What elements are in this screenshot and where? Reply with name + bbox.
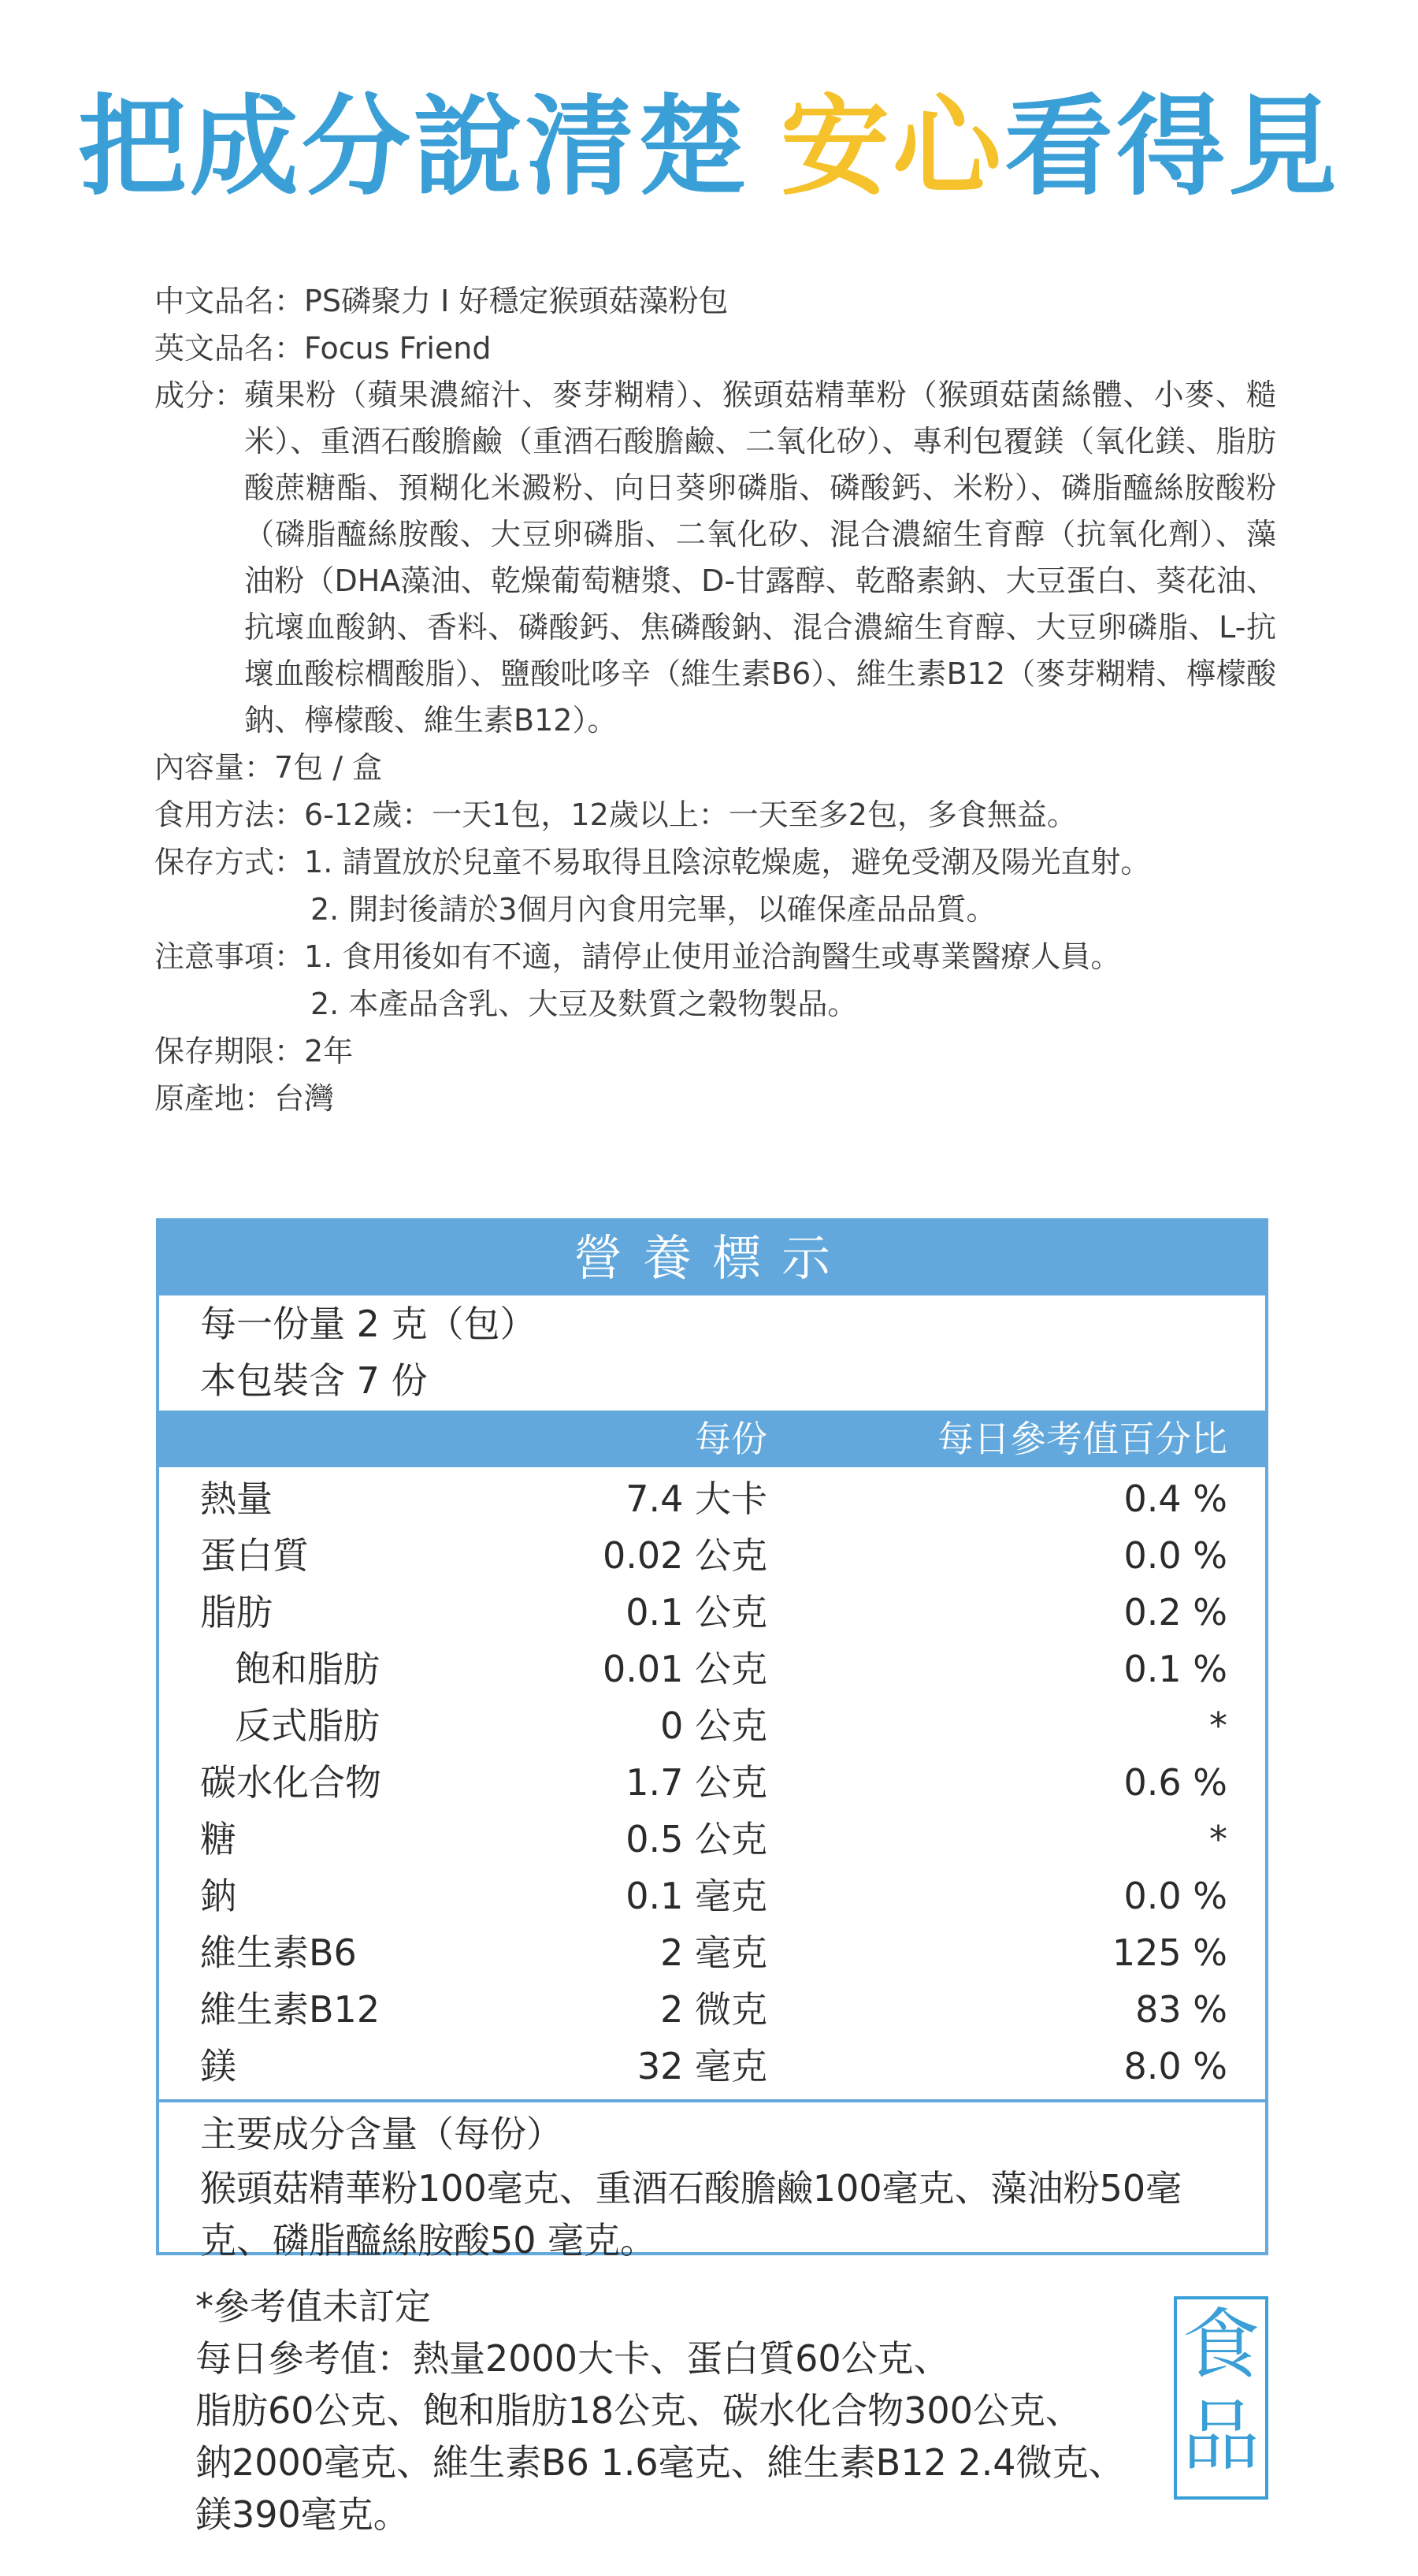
- nutrient-daily-pct: *: [1209, 1818, 1227, 1860]
- usage-row: [154, 791, 1281, 838]
- nutrient-value: 0.1 公克: [625, 1591, 767, 1634]
- headline-part2b: 看得見: [1004, 84, 1341, 210]
- nutrient-name: 鈉: [200, 1875, 236, 1917]
- stamp-char-2: 品: [1182, 2392, 1260, 2481]
- nutrient-name: 脂肪: [200, 1591, 273, 1634]
- footnote: [195, 2280, 1125, 2541]
- footnote-line: *參考值未訂定: [195, 2285, 431, 2328]
- nutrient-daily-pct: 0.6 %: [1123, 1761, 1227, 1804]
- storage-label: 保存方式：: [154, 845, 305, 879]
- stamp-char-1: 食: [1182, 2300, 1260, 2390]
- nutrition-row: [159, 1924, 1265, 1981]
- shelf-life-label: 保存期限：: [154, 1034, 305, 1069]
- nutrient-value: 0.02 公克: [602, 1534, 767, 1577]
- usage-value: 6-12歲：一天1包，12歲以上：一天至多2包，多食無益。: [304, 797, 1077, 832]
- nutrition-row: [159, 1584, 1265, 1641]
- ingredients-text: 蘋果粉（蘋果濃縮汁、麥芽糊精）、猴頭菇精華粉（猴頭菇菌絲體、小麥、糙米）、重酒石酸膽鹼（重酒石酸膽鹼、二氧化矽）、專利包覆鎂（氧化鎂、脂肪酸蔗糖酯、預糊化米澱粉、向日葵卵磷脂、磷酸鈣、米粉）、磷脂醯絲胺酸粉（磷脂醯絲胺酸、大豆卵磷脂、二氧化矽、混合濃縮生育醇（抗氧化劑）、藻油粉（DHA藻油、乾燥葡萄糖漿、D-甘露醇、乾酪素鈉、大豆蛋白、葵花油、抗壞血酸鈉、香料、磷酸鈣、焦磷酸鈉、混合濃縮生育醇、大豆卵磷脂、L-抗壞血酸棕櫚酸脂）、鹽酸吡哆辛（維生素B6）、維生素B12（麥芽糊精、檸檬酸鈉、檸檬酸、維生素B12）。: [244, 377, 1277, 738]
- nutrient-daily-pct: 8.0 %: [1123, 2045, 1227, 2087]
- nutrient-name: 鎂: [200, 2045, 236, 2087]
- nutrition-row: [159, 1697, 1265, 1754]
- nutrition-row: [159, 2038, 1265, 2095]
- nutrient-daily-pct: 0.0 %: [1123, 1875, 1227, 1917]
- nutrient-name: 熱量: [200, 1478, 273, 1520]
- notice-item-1: 1. 食用後如有不適，請停止使用並洽詢醫生或專業醫療人員。: [304, 939, 1121, 974]
- nutrition-row: [159, 1641, 1265, 1697]
- nutrition-row: [159, 1811, 1265, 1868]
- nutrient-daily-pct: 0.0 %: [1123, 1534, 1227, 1577]
- cn-name-value: PS磷聚力 I 好穩定猴頭菇藻粉包: [304, 284, 729, 318]
- storage-item-2: 2. 開封後請於3個月內食用完畢，以確保產品品質。: [310, 892, 997, 927]
- nutrient-daily-pct: 83 %: [1135, 1988, 1227, 2031]
- notice-label: 注意事項：: [154, 939, 305, 974]
- product-info: [154, 277, 1281, 1122]
- nutrition-row: [159, 1527, 1265, 1584]
- nutrient-name: 飽和脂肪: [235, 1648, 380, 1690]
- nutrient-value: 1.7 公克: [625, 1761, 767, 1804]
- food-stamp: [1174, 2296, 1268, 2500]
- cn-name-row: [154, 277, 1281, 325]
- ingredients-row: [154, 372, 1281, 744]
- nutrient-name: 碳水化合物: [200, 1761, 381, 1804]
- nutrition-row: [159, 1981, 1265, 2038]
- origin-row: [154, 1075, 1281, 1122]
- content-value: 7包 / 盒: [274, 750, 383, 785]
- main-ingredients-title: 主要成分含量（每份）: [200, 2113, 562, 2155]
- nutrient-value: 0 公克: [660, 1704, 767, 1747]
- nutrient-value: 2 微克: [660, 1988, 767, 2031]
- main-ingredients-text: 猴頭菇精華粉100毫克、重酒石酸膽鹼100毫克、藻油粉50毫克、磷脂醯絲胺酸50 毫克。: [200, 2167, 1182, 2262]
- footnote-line: 鈉2000毫克、維生素B6 1.6毫克、維生素B12 2.4微克、: [195, 2441, 1125, 2484]
- cn-name-label: 中文品名：: [154, 284, 305, 318]
- en-name-label: 英文品名：: [154, 331, 305, 366]
- nutrient-name: 維生素B12: [200, 1988, 380, 2031]
- nutrient-daily-pct: 125 %: [1112, 1931, 1227, 1974]
- nutrient-value: 0.01 公克: [602, 1648, 767, 1690]
- headline-part1: 把成分說清楚: [77, 84, 749, 210]
- nutrient-value: 0.1 毫克: [625, 1875, 767, 1917]
- serving-size: 每一份量 2 克（包）: [200, 1303, 536, 1345]
- nutrition-row: [159, 1470, 1265, 1527]
- nutrient-name: 維生素B6: [200, 1931, 357, 1974]
- headline-part2a: 安心: [780, 84, 1004, 210]
- footnote-line: 脂肪60公克、飽和脂肪18公克、碳水化合物300公克、: [195, 2389, 1082, 2432]
- nutrient-daily-pct: 0.4 %: [1123, 1478, 1227, 1520]
- shelf-life-row: [154, 1028, 1281, 1075]
- nutrient-daily-pct: *: [1209, 1704, 1227, 1747]
- notice-item-2: 2. 本產品含乳、大豆及麩質之穀物製品。: [310, 987, 858, 1021]
- nutrient-daily-pct: 0.1 %: [1123, 1648, 1227, 1690]
- main-ingredients: [159, 2102, 1265, 2266]
- footnote-line: 鎂390毫克。: [195, 2493, 410, 2536]
- nutrient-value: 7.4 大卡: [625, 1478, 767, 1520]
- nutrient-name: 糖: [200, 1818, 236, 1860]
- en-name-value: Focus Friend: [304, 331, 492, 366]
- nutrition-panel: [156, 1218, 1268, 2262]
- column-daily-value: 每日參考值百分比: [937, 1418, 1227, 1460]
- nutrient-value: 2 毫克: [660, 1931, 767, 1974]
- shelf-life-value: 2年: [304, 1034, 354, 1069]
- nutrition-rows: [159, 1467, 1265, 2095]
- nutrition-row: [159, 1754, 1265, 1811]
- content-row: [154, 744, 1281, 791]
- nutrient-name: 蛋白質: [200, 1534, 309, 1577]
- nutrient-value: 0.5 公克: [625, 1818, 767, 1860]
- nutrient-name: 反式脂肪: [235, 1704, 380, 1747]
- usage-label: 食用方法：: [154, 797, 305, 832]
- notice-row: [154, 933, 1281, 980]
- nutrition-column-header: [159, 1411, 1265, 1467]
- storage-row: [154, 838, 1281, 886]
- origin-label: 原產地：: [154, 1081, 275, 1116]
- servings-per-pack: 本包裝含 7 份: [200, 1359, 428, 1402]
- en-name-row: [154, 325, 1281, 372]
- nutrition-title: 營養標示: [159, 1221, 1265, 1295]
- footnote-line: 每日參考值：熱量2000大卡、蛋白質60公克、: [195, 2337, 950, 2380]
- nutrient-value: 32 毫克: [637, 2045, 767, 2087]
- column-per-serving: 每份: [695, 1418, 767, 1460]
- headline: [0, 84, 1418, 210]
- storage-item-1: 1. 請置放於兒童不易取得且陰涼乾燥處，避免受潮及陽光直射。: [304, 845, 1151, 879]
- origin-value: 台灣: [274, 1081, 335, 1116]
- nutrient-daily-pct: 0.2 %: [1123, 1591, 1227, 1634]
- nutrition-row: [159, 1868, 1265, 1924]
- ingredients-label: 成分：: [154, 378, 245, 413]
- content-label: 內容量：: [154, 750, 275, 785]
